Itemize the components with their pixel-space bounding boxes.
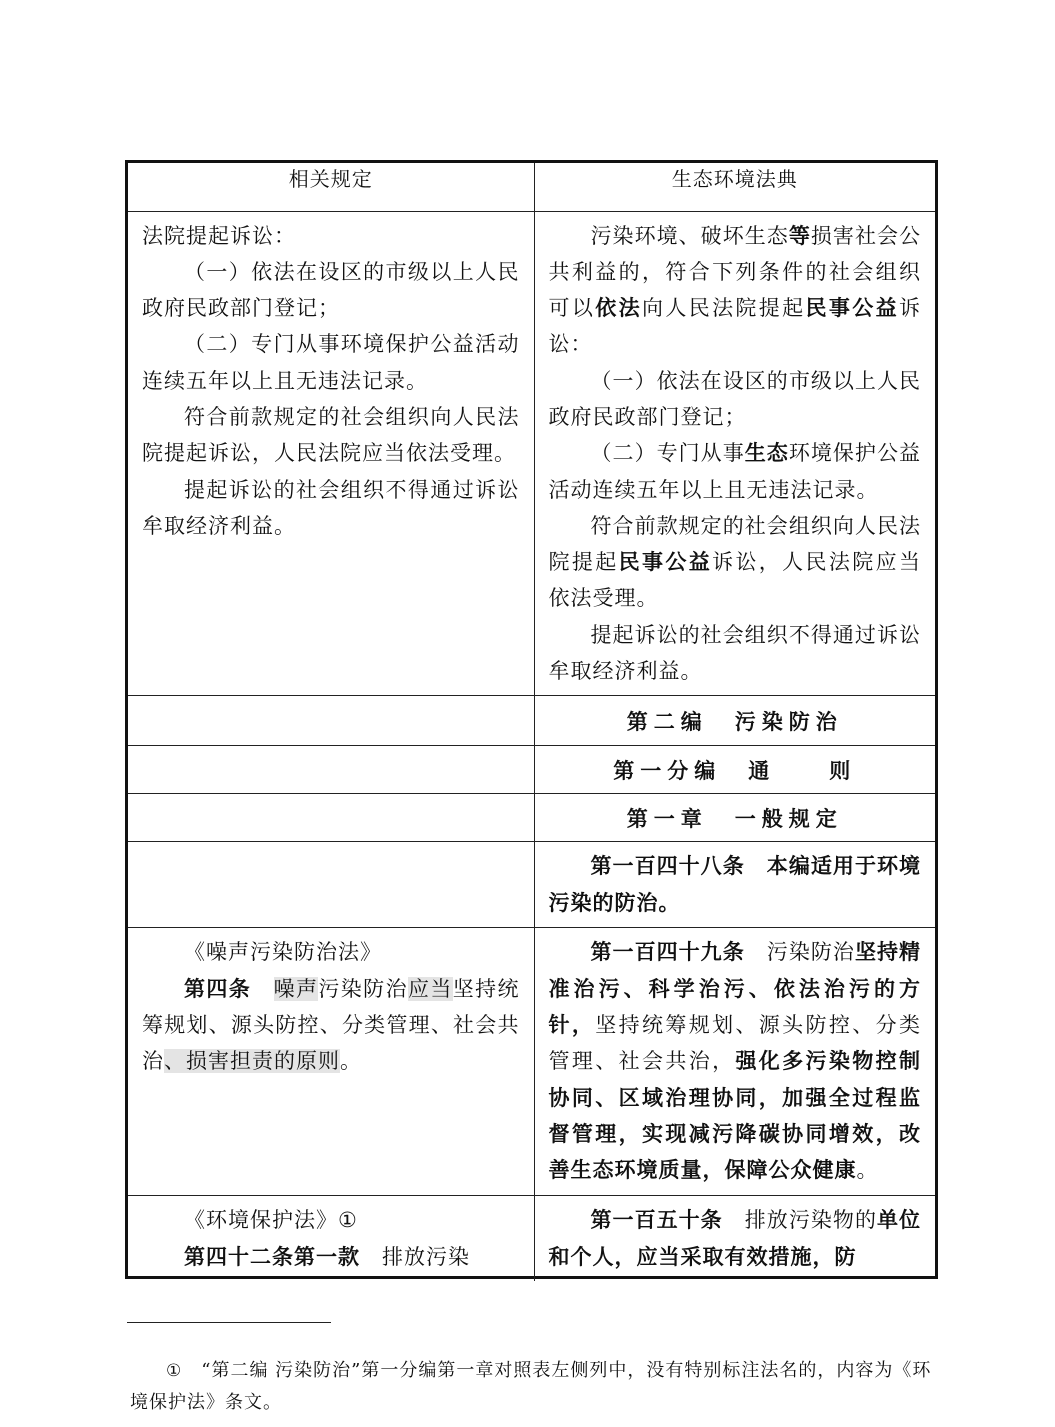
highlight: 应当 [407, 976, 453, 1001]
highlight: 、损害担责的原则 [164, 1049, 340, 1074]
bold-change: 等 [788, 223, 811, 248]
table-header-row [128, 163, 935, 211]
right-cell [534, 842, 935, 928]
left-cell-empty [128, 794, 534, 842]
law-source-title: 《噪声污染防治法》 [184, 940, 382, 965]
article-label: 第一百五十条 [590, 1208, 723, 1233]
left-cell-empty [128, 842, 534, 928]
article-label: 第四条 [184, 976, 252, 1001]
right-text: （一）依法在设区的市级以上人民政府民政部门登记； [548, 368, 921, 429]
right-cell [534, 211, 935, 696]
left-text: 符合前款规定的社会组织向人民法院提起诉讼，人民法院应当依法受理。 [142, 404, 520, 466]
left-cell-empty [128, 746, 534, 794]
law-source-title: 《环境保护法》① [184, 1208, 358, 1233]
table-row [128, 211, 935, 696]
right-text: 符合前款规定的社会组织向人民法院提起民事公益诉讼，人民法院应当依法受理。 [548, 513, 922, 611]
part-heading: 第二编 污染防治 [534, 696, 935, 746]
right-text: （二）专门从事生态环境保护公益活动连续五年以上且无违法记录。 [548, 441, 922, 502]
bold-change: 民事公益 [805, 296, 900, 321]
article-150: 第一百五十条 排放污染物的单位和个人，应当采取有效措施，防 [548, 1208, 922, 1269]
highlight: 噪声 [273, 976, 319, 1001]
header-eco-code: 生态环境法典 [534, 163, 935, 211]
right-text: 提起诉讼的社会组织不得通过诉讼牟取经济利益。 [548, 622, 921, 684]
left-text: 法院提起诉讼： [142, 223, 296, 248]
footnote-text: “第二编 污染防治”第一分编第一章对照表左侧列中，没有特别标注法名的，内容为《环境保护法》条文。 [130, 1360, 932, 1413]
left-text: 第四条 噪声污染防治应当坚持统筹规划、源头防控、分类管理、社会共治、损害担责的原则。 [142, 976, 520, 1074]
table-row [128, 696, 935, 746]
left-text: （二）专门从事环境保护公益活动连续五年以上且无违法记录。 [142, 332, 520, 393]
bold-change: 坚持精准治污、科学治污、依法治污的方针， [548, 940, 922, 1037]
right-text: 污染环境、破坏生态等损害社会公共利益的，符合下列条件的社会组织可以依法向人民法院提起民事公益诉讼： [548, 223, 922, 357]
bold-change: 单位和个人，应当采取有效措施，防 [548, 1208, 922, 1269]
left-cell [128, 1196, 534, 1281]
table-row [128, 746, 935, 794]
bold-change: 依法 [595, 296, 642, 321]
chapter-heading: 第一章 一般规定 [534, 794, 935, 842]
bold-change: 强化多污染物控制协同、区域治理协同，加强全过程监督管理，实现减污降碳协同增效，改善生态环境质量，保障公众健康 [548, 1049, 922, 1183]
table-row [128, 794, 935, 842]
article-label: 第一百四十九条 [590, 940, 745, 965]
header-related-provisions: 相关规定 [128, 163, 534, 211]
footnote [130, 1355, 940, 1419]
comparison-table [125, 160, 938, 1279]
right-cell [534, 928, 935, 1196]
article-label: 第四十二条第一款 [184, 1244, 360, 1269]
table-row [128, 842, 935, 928]
footnote-ref: ① [338, 1208, 358, 1233]
article-149: 第一百四十九条 污染防治坚持精准治污、科学治污、依法治污的方针，坚持统筹规划、源头防控、分类管理、社会共治，强化多污染物控制协同、区域治理协同，加强全过程监督管理，实现减污降碳协同增效，改善生态环境质量，保障公众健康。 [548, 940, 922, 1183]
article-148: 第一百四十八条 本编适用于环境污染的防治。 [548, 854, 922, 915]
footnote-divider [127, 1322, 331, 1323]
left-text: （一）依法在设区的市级以上人民政府民政部门登记； [142, 259, 520, 321]
bold-change: 生态 [744, 441, 789, 466]
table-row [128, 1196, 935, 1281]
left-cell-empty [128, 696, 534, 746]
left-cell [128, 211, 534, 696]
footnote-mark: ① [166, 1361, 183, 1381]
left-text: 提起诉讼的社会组织不得通过诉讼牟取经济利益。 [142, 477, 520, 538]
left-text: 第四十二条第一款 排放污染 [184, 1244, 470, 1269]
bold-change: 民事公益 [618, 550, 713, 575]
right-cell [534, 1196, 935, 1281]
subpart-heading: 第一分编 通 则 [534, 746, 935, 794]
left-cell [128, 928, 534, 1196]
article-label: 第一百四十八条 [590, 854, 745, 879]
table-row [128, 928, 935, 1196]
